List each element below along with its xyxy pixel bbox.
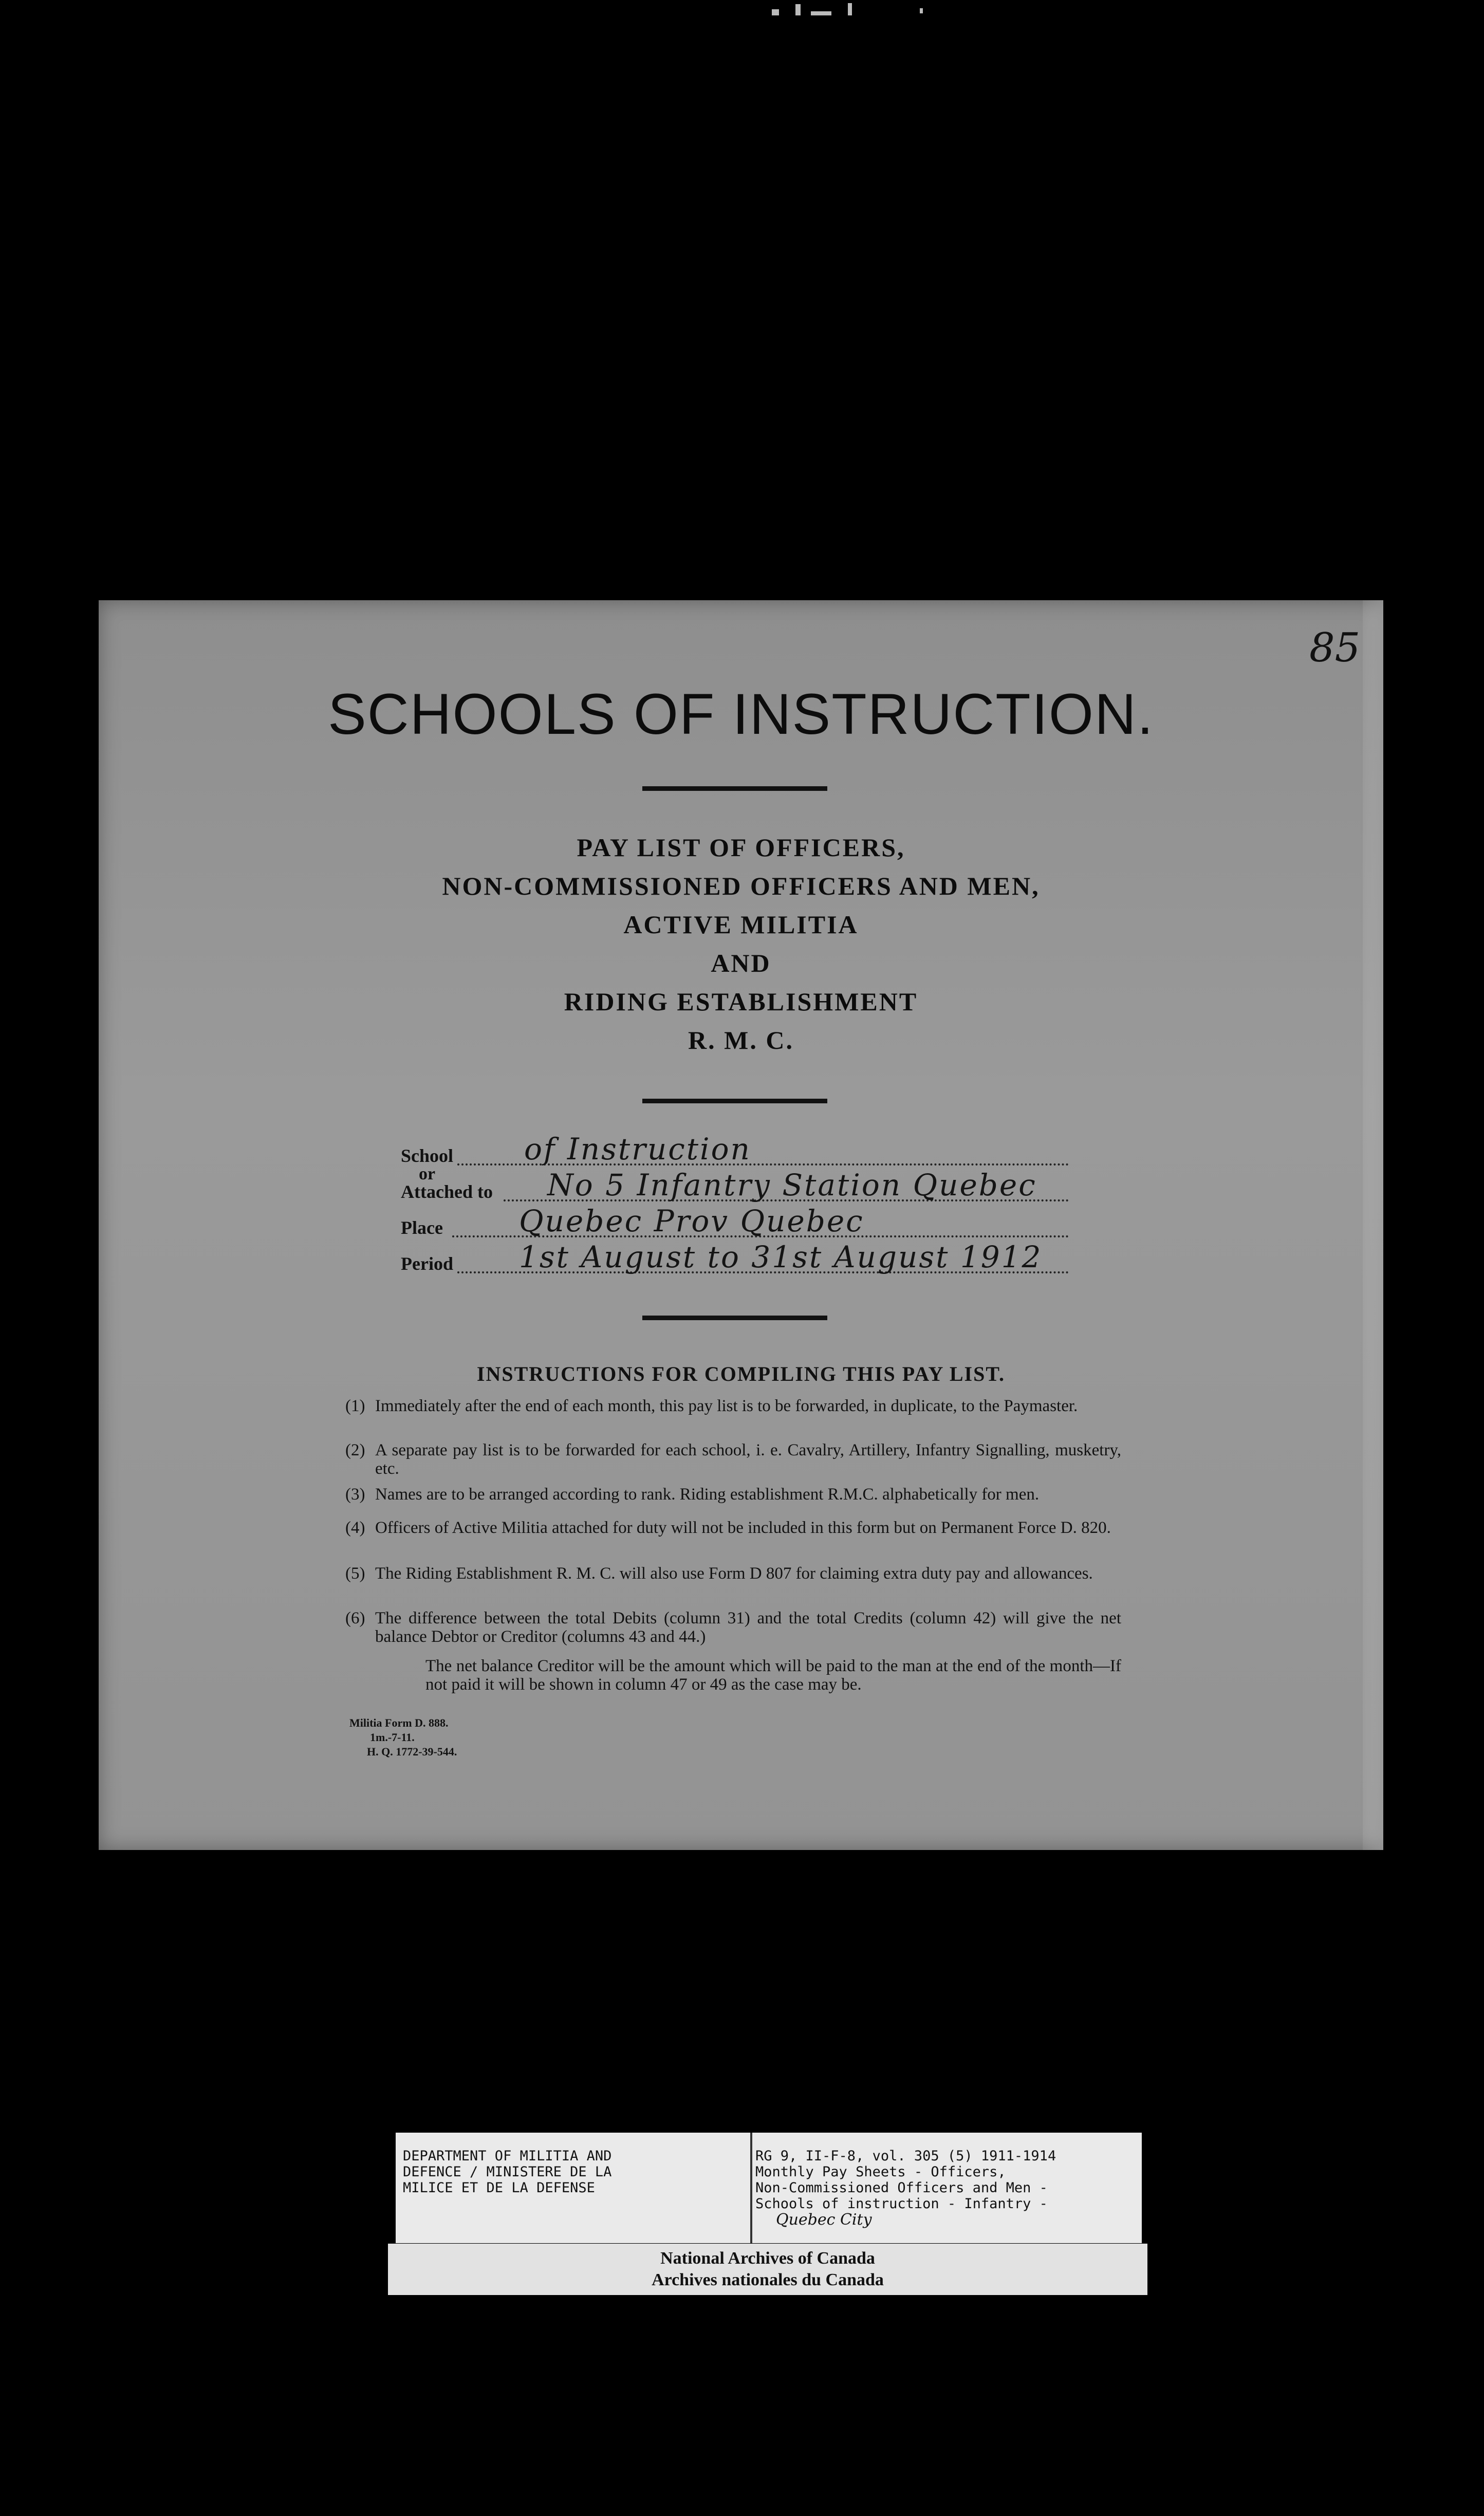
place-value: Quebec Prov Quebec xyxy=(519,1204,864,1238)
form-ref-line-3: H. Q. 1772-39-544. xyxy=(367,1745,457,1758)
instruction-item: (2) A separate pay list is to be forwarded for each school, i. e. Cavalry, Artillery, Infantry Signalling, musketry, etc. xyxy=(345,1441,1121,1478)
instruction-item: (5) The Riding Establishment R. M. C. will also use Form D 807 for claiming extra duty pay and allowances. xyxy=(345,1564,1093,1583)
subtitle-rule xyxy=(642,1099,827,1103)
page-number: 85 xyxy=(1309,625,1361,671)
attached-label: Attached to xyxy=(401,1181,493,1202)
subtitle-line-2: NON-COMMISSIONED OFFICERS AND MEN, xyxy=(442,872,1040,900)
film-marks xyxy=(766,0,930,21)
subtitle-line-3: ACTIVE MILITIA xyxy=(623,910,859,939)
instructions-note: The net balance Creditor will be the amount which will be paid to the man at the end of the month—If not paid it will be shown in column 47 or 49 as the case may be. xyxy=(425,1657,1121,1694)
instruction-item: (4) Officers of Active Militia attached for duty will not be included in this form but on Permanent Force D. 820. xyxy=(345,1519,1111,1537)
subtitle-line-6: R. M. C. xyxy=(688,1026,794,1054)
title-rule xyxy=(642,786,827,791)
instructions-heading: INSTRUCTIONS FOR COMPILING THIS PAY LIST. xyxy=(476,1362,1006,1385)
subtitle-line-5: RIDING ESTABLISHMENT xyxy=(564,987,918,1016)
period-value: 1st August to 31st August 1912 xyxy=(519,1239,1043,1274)
place-label: Place xyxy=(401,1217,443,1238)
school-value: of Instruction xyxy=(524,1132,751,1167)
form-ref-line-2: 1m.-7-11. xyxy=(370,1731,415,1744)
archive-dept: DEPARTMENT OF MILITIA AND DEFENCE / MINISTERE DE LA MILICE ET DE LA DEFENSE xyxy=(403,2148,612,2196)
school-label: School xyxy=(401,1145,454,1166)
form-ref-line-1: Militia Form D. 888. xyxy=(349,1716,449,1729)
or-label: or xyxy=(419,1164,436,1183)
subtitle-line-1: PAY LIST OF OFFICERS, xyxy=(577,833,905,862)
place-field xyxy=(401,1206,1069,1242)
attached-field xyxy=(401,1170,1069,1206)
period-field xyxy=(401,1239,1069,1278)
subtitle-line-4: AND xyxy=(711,949,771,977)
archive-bar-line-1: National Archives of Canada xyxy=(660,2249,875,2268)
archive-bar-line-2: Archives nationales du Canada xyxy=(652,2270,884,2289)
instruction-item: (3) Names are to be arranged according to rank. Riding establishment R.M.C. alphabetically for men. xyxy=(345,1485,1040,1504)
instruction-item: (6) The difference between the total Debits (column 31) and the total Credits (column 42) will give the net balance Debtor or Creditor (columns 43 and 44.) xyxy=(345,1609,1121,1646)
fields-rule xyxy=(642,1316,827,1320)
period-label: Period xyxy=(401,1253,453,1274)
document-title: SCHOOLS OF INSTRUCTION. xyxy=(328,682,1154,746)
archive-reference: RG 9, II-F-8, vol. 305 (5) 1911-1914 Monthly Pay Sheets - Officers, Non-Commissioned Officers and Men - Schools of instruction - Infantry - Quebec City xyxy=(755,2148,1056,2229)
instruction-item: (1) Immediately after the end of each month, this pay list is to be forwarded, in duplicate, to the Paymaster. xyxy=(345,1397,1078,1415)
school-field xyxy=(401,1134,1069,1170)
archive-label xyxy=(396,2133,1142,2243)
attached-value: No 5 Infantry Station Quebec xyxy=(547,1168,1037,1202)
archive-bar xyxy=(388,2244,1147,2295)
